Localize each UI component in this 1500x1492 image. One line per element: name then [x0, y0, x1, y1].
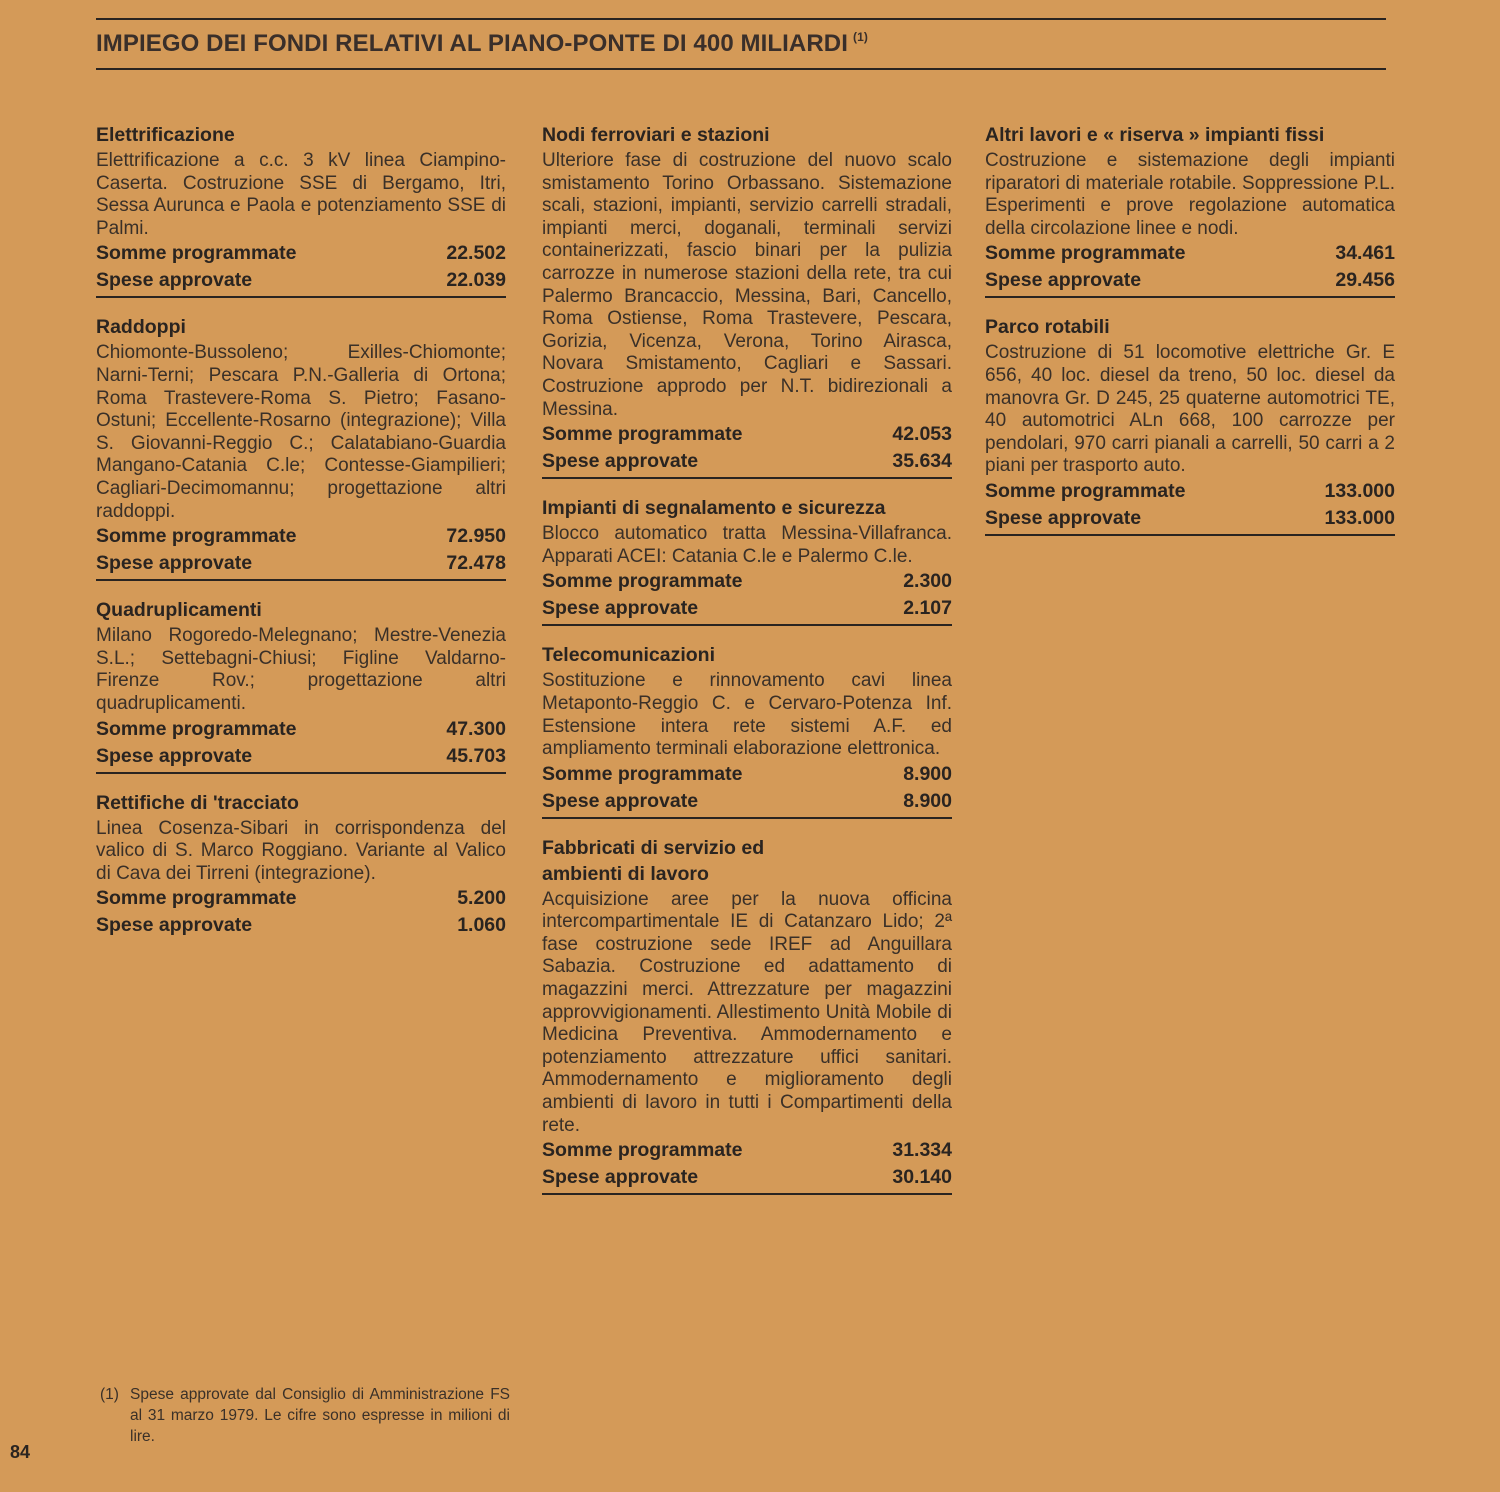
programmed-label: Somme programmate: [96, 525, 297, 548]
column-1: [96, 122, 506, 957]
section-text: Sostituzione e rinnovamento cavi linea Metaponto-Reggio C. e Cervaro-Potenza Inf. Estensione intera rete sistemi A.F. ed ampliamento terminali elaborazione elettronica.: [542, 670, 952, 760]
approved-label: Spese approvate: [542, 1166, 699, 1189]
approved-value: 22.039: [446, 269, 506, 292]
top-rule: [96, 18, 1386, 20]
title-footnote-mark: (1): [853, 30, 868, 44]
footnote: [100, 1384, 510, 1447]
section-segnalamento: [542, 495, 952, 626]
approved-value: 35.634: [892, 450, 952, 473]
programmed-row: [985, 478, 1395, 505]
programmed-row: [542, 761, 952, 788]
section-quadruplicamenti: [96, 597, 506, 773]
programmed-value: 5.200: [457, 887, 506, 910]
programmed-label: Somme programmate: [96, 887, 297, 910]
approved-value: 45.703: [446, 744, 506, 767]
section-text: Costruzione e sistemazione degli impianti riparatori di materiale rotabile. Soppressione P.L. Esperimenti e prove regolazione automatica della circolazione linee e nodi.: [985, 150, 1395, 239]
programmed-label: Somme programmate: [542, 762, 743, 785]
section-heading: Nodi ferroviari e stazioni: [542, 124, 770, 146]
programmed-value: 72.950: [446, 525, 506, 548]
approved-label: Spese approvate: [96, 269, 253, 292]
approved-value: 8.900: [903, 789, 952, 812]
section-heading: Telecomunicazioni: [542, 644, 716, 667]
approved-value: 30.140: [892, 1166, 952, 1189]
programmed-row: [542, 1137, 952, 1164]
approved-row: [985, 267, 1395, 298]
programmed-label: Somme programmate: [96, 717, 297, 740]
programmed-row: [542, 421, 952, 448]
programmed-value: 47.300: [446, 717, 506, 740]
section-fabbricati: [542, 835, 952, 1196]
section-rettifiche: [96, 790, 506, 942]
programmed-value: 22.502: [446, 242, 506, 265]
section-telecomunicazioni: [542, 642, 952, 818]
approved-label: Spese approvate: [985, 506, 1142, 529]
approved-row: [96, 743, 506, 774]
programmed-label: Somme programmate: [542, 423, 743, 446]
page-title-text: IMPIEGO DEI FONDI RELATIVI AL PIANO-PONTE DI 400 MILIARDI: [96, 30, 848, 57]
programmed-row: [96, 523, 506, 550]
section-text: Elettrificazione a c.c. 3 kV linea Ciampino-Caserta. Costruzione SSE di Bergamo, Itri, Sessa Aurunca e Paola e potenziamento SSE di Palmi.: [96, 150, 506, 239]
approved-label: Spese approvate: [96, 552, 253, 575]
column-3: [985, 122, 1395, 552]
section-elettrificazione: [96, 122, 506, 298]
programmed-label: Somme programmate: [96, 242, 297, 265]
programmed-value: 2.300: [903, 570, 952, 593]
approved-row: [96, 912, 506, 941]
programmed-row: [96, 885, 506, 912]
programmed-row: [96, 716, 506, 743]
approved-row: [542, 788, 952, 819]
approved-row: [542, 1164, 952, 1195]
programmed-label: Somme programmate: [985, 242, 1186, 265]
section-text: Ulteriore fase di costruzione del nuovo scalo smistamento Torino Orbassano. Sistemazione scali, stazioni, impianti, servizio carrelli stradali, impianti merci, doganali, terminali servizi containerizzati, fascio binari per la pulizia carrozze in numerose stazioni della rete, tra cui Palermo Brancaccio, Messina, Bari, Cancello, Roma Ostiense, Roma Trastevere, Pescara, Gorizia, Vicenza, Verona, Torino Airasca, Novara Smistamento, Cagliari e Sassari. Costruzione approdo per N.T. bidirezionali a Messina.: [542, 150, 952, 420]
programmed-value: 34.461: [1335, 242, 1395, 265]
section-parco-rotabili: [985, 314, 1395, 536]
approved-value: 72.478: [446, 552, 506, 575]
section-heading: Quadruplicamenti: [96, 599, 262, 622]
section-heading: Raddoppi: [96, 316, 186, 339]
approved-value: 2.107: [903, 597, 952, 620]
section-raddoppi: [96, 314, 506, 581]
programmed-label: Somme programmate: [542, 1139, 743, 1162]
section-heading: Impianti di segnalamento e sicurezza: [542, 497, 886, 520]
approved-label: Spese approvate: [96, 744, 253, 767]
approved-row: [542, 448, 952, 479]
programmed-row: [985, 240, 1395, 267]
section-text: Costruzione di 51 locomotive elettriche Gr. E 656, 40 loc. diesel da treno, 50 loc. diesel da manovra Gr. D 245, 25 quaterne automotrici TE, 40 automotrici ALn 668, 100 carrozze per pendolari, 970 carri pianali a carrelli, 50 carri a 2 piani per trasporto auto.: [985, 342, 1395, 477]
page-number: 84: [10, 1442, 31, 1462]
section-heading: Parco rotabili: [985, 316, 1110, 339]
section-text: Acquisizione aree per la nuova officina intercompartimentale IE di Catanzaro Lido; 2ª fase costruzione sede IREF ad Anguillara Sabazia. Costruzione ed adattamento di magazzini merci. Attrezzature per magazzini approvvigionamenti. Allestimento Unità Mobile di Medicina Preventiva. Ammodernamento e potenziamento attrezzature uffici sanitari. Ammodernamento e miglioramento degli ambienti di lavoro in tutti i Compartimenti della rete.: [542, 888, 952, 1136]
programmed-value: 31.334: [892, 1139, 952, 1162]
programmed-value: 133.000: [1324, 479, 1395, 502]
approved-row: [96, 267, 506, 298]
approved-value: 1.060: [457, 914, 506, 937]
section-heading: Altri lavori e « riserva » impianti fissi: [985, 124, 1325, 146]
section-text: Blocco automatico tratta Messina-Villafranca. Apparati ACEI: Catania C.le e Palermo C.le.: [542, 523, 952, 567]
column-2: [542, 122, 952, 1211]
section-heading: Rettifiche di 'tracciato: [96, 791, 299, 814]
approved-row: [96, 550, 506, 581]
approved-label: Spese approvate: [542, 789, 699, 812]
section-text: Chiomonte-Bussoleno; Exilles-Chiomonte; Narni-Terni; Pescara P.N.-Galleria di Ortona; Roma Trastevere-Roma S. Pietro; Fasano-Ostuni; Eccellente-Rosarno (integrazione); Villa S. Giovanni-Reggio C.; Calatabiano-Guardia Mangano-Catania C.le; Contesse-Giampilieri; Cagliari-Decimomannu; progettazione altri raddoppi.: [96, 342, 506, 522]
title-rule: [96, 68, 1386, 70]
page-title: [96, 30, 1386, 58]
programmed-value: 42.053: [892, 423, 952, 446]
section-text: Milano Rogoredo-Melegnano; Mestre-Venezia S.L.; Settebagni-Chiusi; Figline Valdarno-Firenze Rov.; progettazione altri quadruplicamenti.: [96, 625, 506, 714]
footnote-mark: (1): [100, 1386, 119, 1403]
approved-value: 29.456: [1335, 269, 1395, 292]
approved-label: Spese approvate: [96, 914, 253, 937]
programmed-row: [542, 568, 952, 595]
approved-label: Spese approvate: [542, 450, 699, 473]
section-heading: Fabbricati di servizio ed ambienti di lavoro: [542, 836, 765, 885]
section-heading: Elettrificazione: [96, 124, 235, 146]
programmed-label: Somme programmate: [985, 479, 1186, 502]
section-altri-lavori: [985, 122, 1395, 298]
section-text: Linea Cosenza-Sibari in corrispondenza del valico di S. Marco Roggiano. Variante al Valico di Cava dei Tirreni (integrazione).: [96, 817, 506, 884]
section-nodi-ferroviari: [542, 122, 952, 479]
approved-value: 133.000: [1324, 506, 1395, 529]
programmed-value: 8.900: [903, 762, 952, 785]
approved-row: [985, 505, 1395, 536]
approved-row: [542, 595, 952, 626]
approved-label: Spese approvate: [985, 269, 1142, 292]
approved-label: Spese approvate: [542, 597, 699, 620]
footnote-text: Spese approvate dal Consiglio di Amministrazione FS al 31 marzo 1979. Le cifre sono espresse in milioni di lire.: [130, 1386, 510, 1445]
programmed-label: Somme programmate: [542, 570, 743, 593]
programmed-row: [96, 240, 506, 267]
